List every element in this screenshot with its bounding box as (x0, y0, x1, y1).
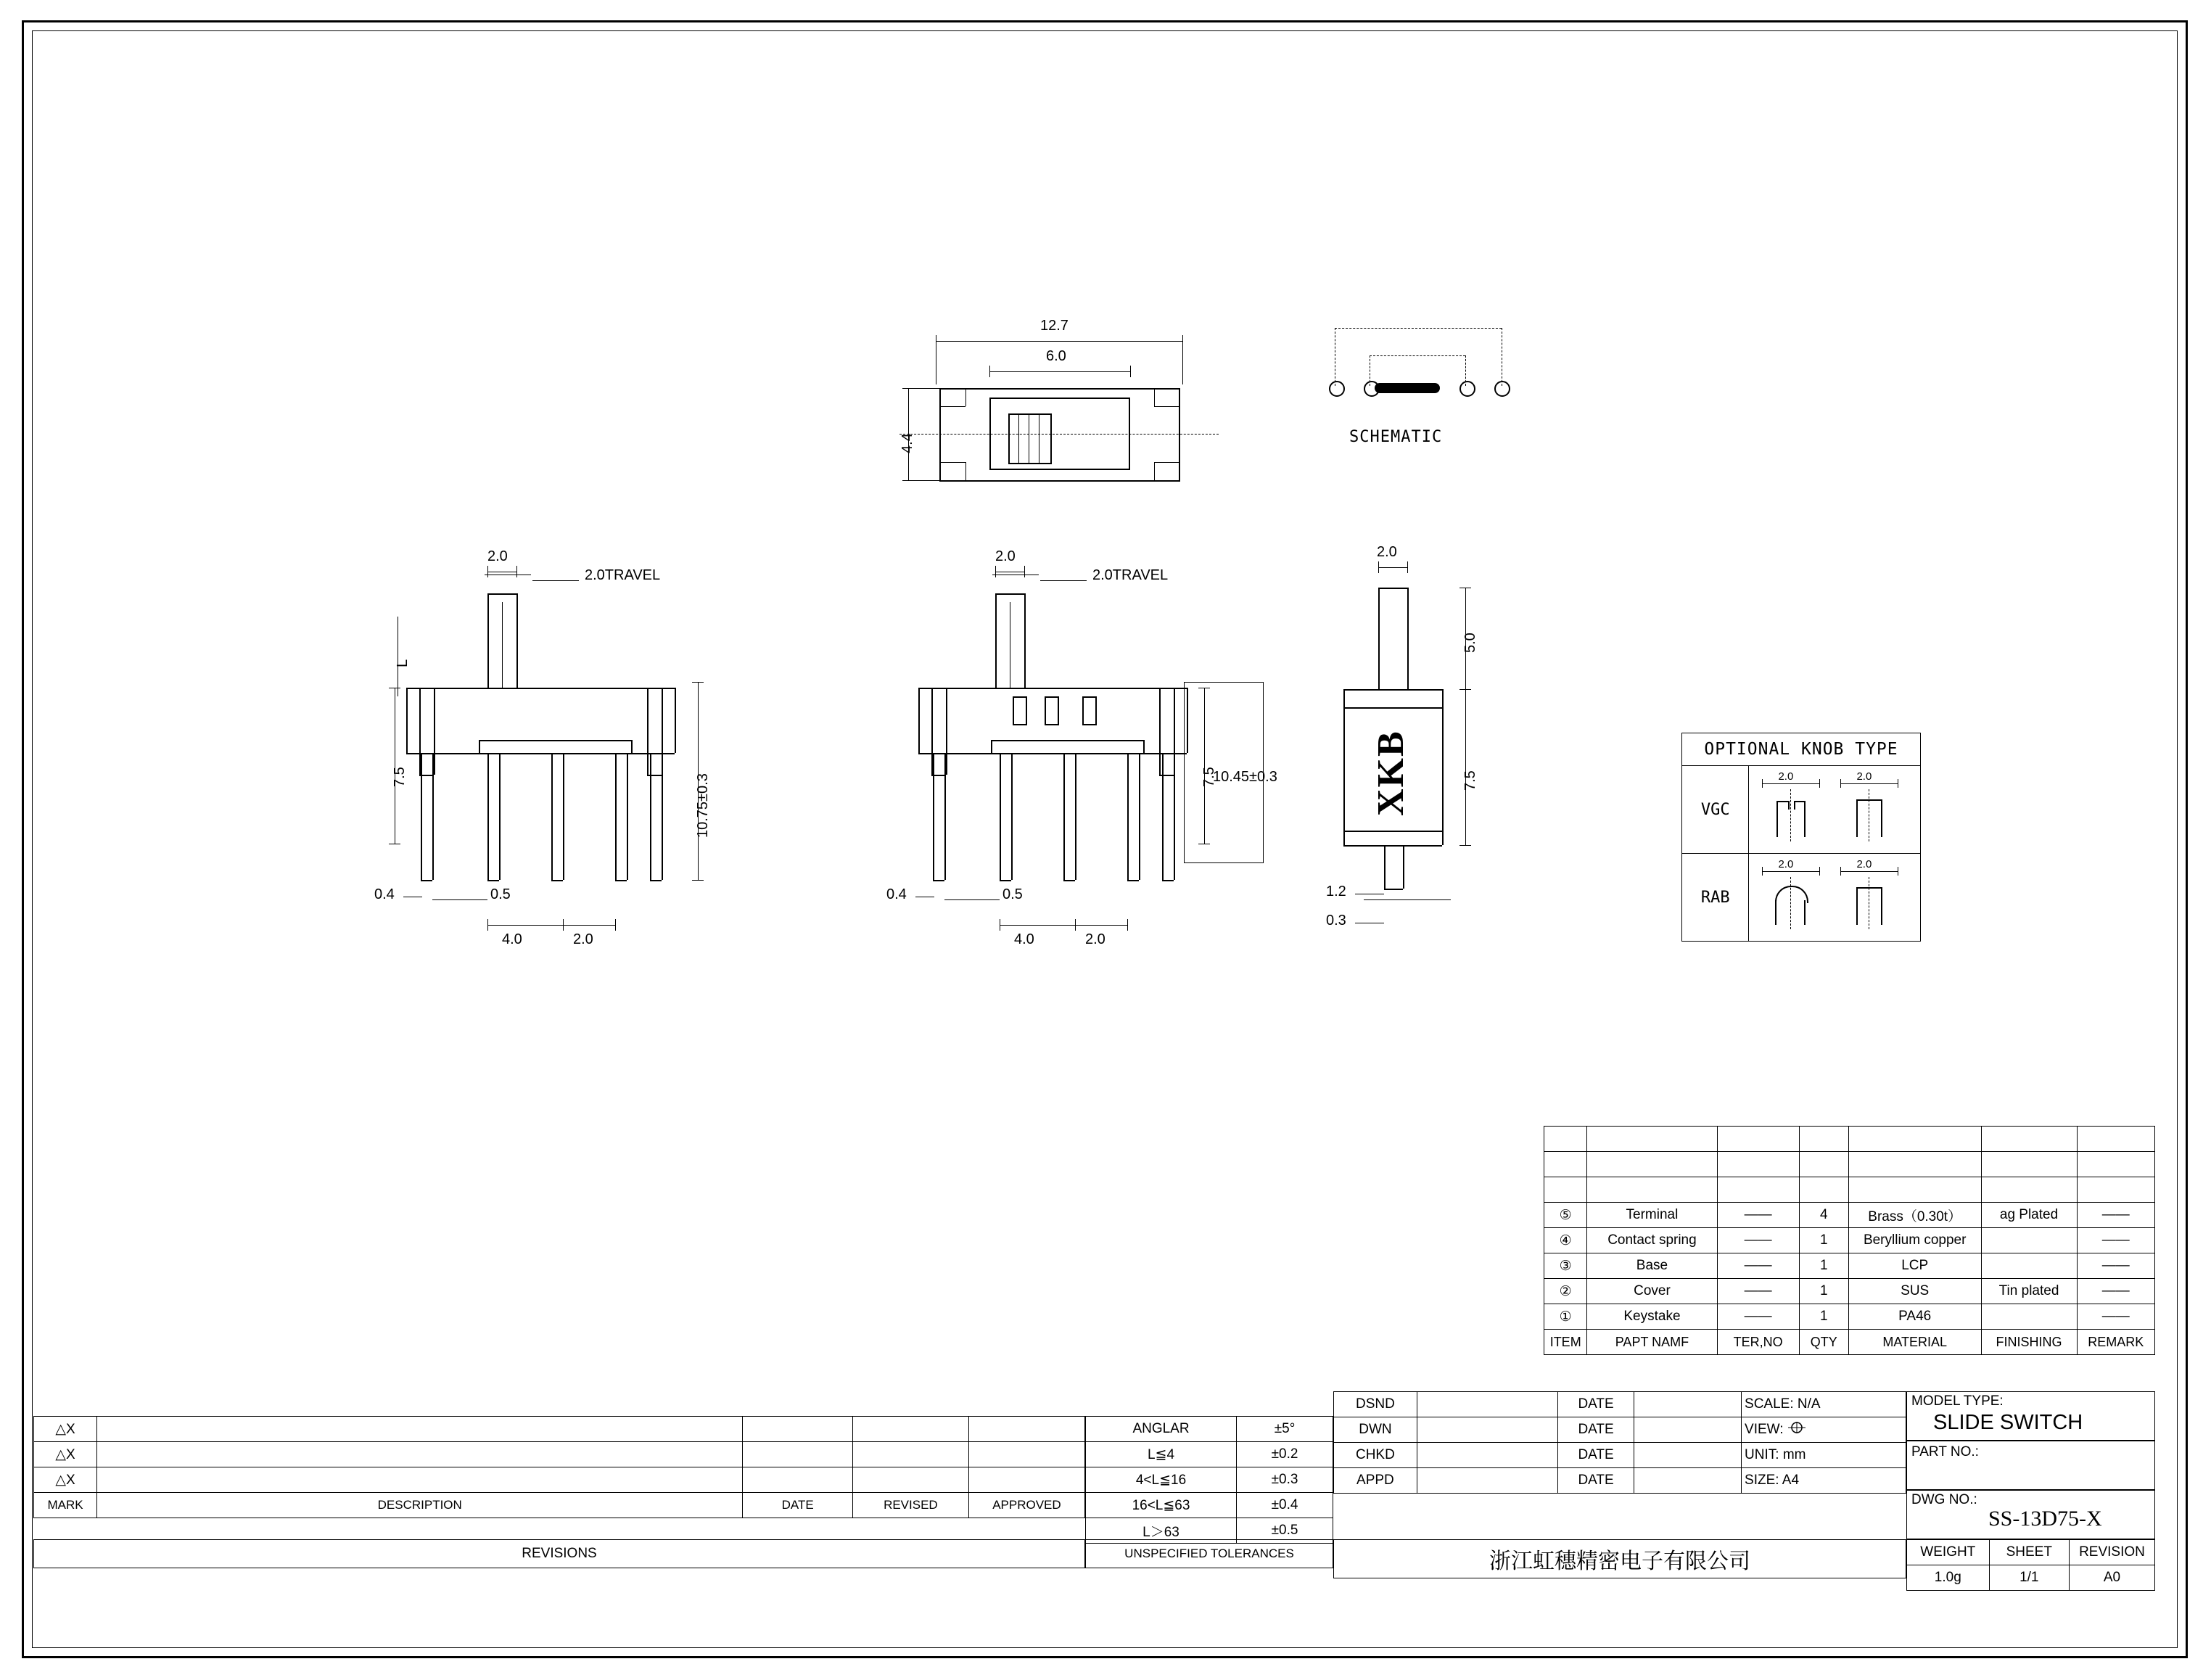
tolerance-value-0: ±5° (1237, 1417, 1333, 1442)
dim-pitch2-2: 4.0 (1014, 931, 1034, 947)
knob-row-vgc-figure (1749, 766, 1921, 854)
dim-pin-w-2: 0.4 (886, 886, 907, 902)
tolerance-range-4: L＞63 (1086, 1518, 1237, 1544)
signoff-date-value-appd (1634, 1468, 1742, 1494)
company-name: 浙江虹穗精密电子有限公司 (1489, 1549, 1750, 1574)
revision-mark-2: △X (34, 1442, 97, 1467)
bom-blank-row (1544, 1127, 2155, 1152)
table-row (1334, 1443, 1906, 1468)
bom-finishing (1981, 1228, 2077, 1253)
table-row (1334, 1392, 1906, 1417)
sheet-label: SHEET (1989, 1540, 2069, 1565)
tolerance-range-0: ANGLAR (1086, 1417, 1237, 1442)
knob-rab-dim-b: 2.0 (1856, 858, 1872, 870)
dim-knob-w-2: 2.0 (995, 548, 1016, 564)
revisions-table (33, 1416, 1085, 1518)
bom-material: LCP (1848, 1253, 1981, 1279)
signoff-role-dsnd: DSND (1334, 1392, 1417, 1417)
bom-material: Beryllium copper (1848, 1228, 1981, 1253)
model-type-cell (1906, 1391, 2155, 1441)
table-row (34, 1417, 1085, 1442)
table-row (34, 1467, 1085, 1493)
weight-sheet-revision-table (1906, 1539, 2155, 1591)
bom-finishing (1981, 1304, 2077, 1330)
tolerance-range-3: 16<L≦63 (1086, 1493, 1237, 1518)
dim-pitch2-1: 4.0 (502, 931, 522, 947)
table-row (1086, 1417, 1333, 1442)
view-label: VIEW: (1745, 1422, 1784, 1438)
bom-remark: —— (2077, 1304, 2154, 1330)
bom-ter: —— (1717, 1279, 1799, 1304)
projection-symbol-icon (1787, 1421, 1806, 1438)
table-row (1907, 1540, 2155, 1565)
revisions-header-revised: REVISED (852, 1493, 968, 1518)
revisions-header-description: DESCRIPTION (97, 1493, 743, 1518)
optional-knob-type-table (1681, 733, 1921, 942)
unit-value: mm (1782, 1447, 1806, 1462)
weight-label: WEIGHT (1907, 1540, 1990, 1565)
table-row (1544, 1203, 2155, 1228)
dim-knob-width: 6.0 (1046, 348, 1066, 364)
table-row (1086, 1467, 1333, 1493)
table-row (1544, 1253, 2155, 1279)
bom-header-qty: QTY (1799, 1330, 1848, 1355)
bom-header-ter: TER,NO (1717, 1330, 1799, 1355)
signoff-value-appd (1417, 1468, 1557, 1494)
bom-qty: 1 (1799, 1253, 1848, 1279)
revisions-header-mark: MARK (34, 1493, 97, 1518)
table-row (1544, 1279, 2155, 1304)
tolerance-value-4: ±0.5 (1237, 1518, 1333, 1544)
part-no-label: PART NO.: (1911, 1444, 1979, 1459)
bom-material: Brass（0.30t） (1848, 1203, 1981, 1228)
revision-mark-3: △X (34, 1467, 97, 1493)
bom-item: ④ (1544, 1228, 1587, 1253)
bom-table (1544, 1126, 2155, 1355)
schematic-label: SCHEMATIC (1349, 428, 1443, 446)
signoff-value-dsnd (1417, 1392, 1557, 1417)
signoff-date-label-appd: DATE (1557, 1468, 1634, 1494)
dim-total-h-1: 10.75±0.3 (695, 773, 711, 838)
table-row (1334, 1417, 1906, 1443)
knob-row-vgc-name: VGC (1682, 766, 1749, 854)
signoff-table (1333, 1391, 1906, 1494)
bom-name: Terminal (1587, 1203, 1717, 1228)
signoff-value-chkd (1417, 1443, 1557, 1468)
size-label: SIZE: (1745, 1473, 1779, 1488)
sheet-value: 1/1 (1989, 1565, 2069, 1591)
bom-item: ① (1544, 1304, 1587, 1330)
revisions-title-cell (33, 1539, 1085, 1568)
model-type-label: MODEL TYPE: (1911, 1393, 2004, 1409)
signoff-date-label-dsnd: DATE (1557, 1392, 1634, 1417)
signoff-date-value-dwn (1634, 1417, 1742, 1443)
bom-header-name: PAPT NAMF (1587, 1330, 1717, 1355)
revision-mark-1: △X (34, 1417, 97, 1442)
scale-value: N/A (1797, 1396, 1821, 1412)
bom-name: Contact spring (1587, 1228, 1717, 1253)
bom-finishing: Tin plated (1981, 1279, 2077, 1304)
bom-material: PA46 (1848, 1304, 1981, 1330)
tolerance-range-2: 4<L≦16 (1086, 1467, 1237, 1493)
bom-qty: 1 (1799, 1304, 1848, 1330)
revisions-header-approved: APPROVED (968, 1493, 1084, 1518)
bom-name: Base (1587, 1253, 1717, 1279)
bom-header-item: ITEM (1544, 1330, 1587, 1355)
table-row (1544, 1228, 2155, 1253)
table-row (1544, 1304, 2155, 1330)
revision-approved-2 (968, 1442, 1084, 1467)
revision-date-2 (743, 1442, 852, 1467)
dim-overall-height: 4.4 (899, 433, 915, 453)
dim-knob-w-3: 2.0 (1377, 544, 1397, 560)
signoff-role-chkd: CHKD (1334, 1443, 1417, 1468)
revision-approved-3 (968, 1467, 1084, 1493)
signoff-value-dwn (1417, 1417, 1557, 1443)
bom-qty: 4 (1799, 1203, 1848, 1228)
brand-label-xkb: XKB (1370, 730, 1412, 816)
revision-revised-3 (852, 1467, 968, 1493)
bom-remark: —— (2077, 1253, 2154, 1279)
scale-label: SCALE: (1745, 1396, 1794, 1412)
tolerances-title-cell (1085, 1539, 1333, 1568)
bom-header-finishing: FINISHING (1981, 1330, 2077, 1355)
dwg-no-label: DWG NO.: (1911, 1492, 1977, 1507)
dim-pitch1-1: 0.5 (490, 886, 511, 902)
knob-row-rab-figure (1749, 854, 1921, 942)
knob-vgc-dim-b: 2.0 (1856, 770, 1872, 783)
bom-qty: 1 (1799, 1228, 1848, 1253)
dim-pin-t-3: 0.3 (1326, 913, 1346, 928)
tolerances-title: UNSPECIFIED TOLERANCES (1124, 1547, 1294, 1560)
part-no-cell (1906, 1441, 2155, 1490)
view-cell (1742, 1417, 1906, 1443)
revision-revised-1 (852, 1417, 968, 1442)
dim-pitch3-2: 2.0 (1085, 931, 1106, 947)
bom-item: ② (1544, 1279, 1587, 1304)
signoff-role-dwn: DWN (1334, 1417, 1417, 1443)
table-row (34, 1442, 1085, 1467)
bom-ter: —— (1717, 1304, 1799, 1330)
knob-row-rab-name: RAB (1682, 854, 1749, 942)
signoff-date-label-dwn: DATE (1557, 1417, 1634, 1443)
dim-knob-w-1: 2.0 (487, 548, 508, 564)
revisions-header-row (34, 1493, 1085, 1518)
bom-ter: —— (1717, 1228, 1799, 1253)
unit-cell (1742, 1443, 1906, 1468)
table-row (1334, 1468, 1906, 1494)
signoff-date-value-chkd (1634, 1443, 1742, 1468)
dim-body-h-2: 7.5 (1201, 767, 1217, 787)
tolerance-value-1: ±0.2 (1237, 1442, 1333, 1467)
bom-finishing: ag Plated (1981, 1203, 2077, 1228)
knob-vgc-dim-a: 2.0 (1778, 770, 1794, 783)
tolerance-value-2: ±0.3 (1237, 1467, 1333, 1493)
bom-finishing (1981, 1253, 2077, 1279)
dim-pin-len-3: 1.2 (1326, 884, 1346, 899)
dim-pitch3-1: 2.0 (573, 931, 593, 947)
bom-blank-row (1544, 1177, 2155, 1203)
dim-total-h-2: 10.45±0.3 (1213, 769, 1277, 785)
revision-label: REVISION (2069, 1540, 2154, 1565)
bom-remark: —— (2077, 1279, 2154, 1304)
revision-date-1 (743, 1417, 852, 1442)
size-value: A4 (1782, 1473, 1800, 1488)
signoff-date-value-dsnd (1634, 1392, 1742, 1417)
unit-label: UNIT: (1745, 1447, 1779, 1462)
bom-name: Cover (1587, 1279, 1717, 1304)
bom-item: ③ (1544, 1253, 1587, 1279)
dim-travel-1: 2.0TRAVEL (585, 567, 661, 583)
dwg-no-cell (1906, 1490, 2155, 1539)
bom-blank-row (1544, 1152, 2155, 1177)
dim-overall-width: 12.7 (1040, 318, 1069, 334)
bom-header-remark: REMARK (2077, 1330, 2154, 1355)
dim-body-h-3: 7.5 (1462, 770, 1478, 791)
bom-name: Keystake (1587, 1304, 1717, 1330)
signoff-role-appd: APPD (1334, 1468, 1417, 1494)
knob-rab-dim-a: 2.0 (1778, 858, 1794, 870)
dim-pin-w-1: 0.4 (374, 886, 395, 902)
table-row (1086, 1442, 1333, 1467)
revision-desc-1 (97, 1417, 743, 1442)
revision-approved-1 (968, 1417, 1084, 1442)
dim-L-1: L (395, 659, 411, 667)
revisions-header-date: DATE (743, 1493, 852, 1518)
table-row (1086, 1493, 1333, 1518)
model-type-value: SLIDE SWITCH (1933, 1411, 2083, 1434)
bom-ter: —— (1717, 1203, 1799, 1228)
weight-value: 1.0g (1907, 1565, 1990, 1591)
size-cell (1742, 1468, 1906, 1494)
dim-pitch1-2: 0.5 (1002, 886, 1023, 902)
bom-remark: —— (2077, 1228, 2154, 1253)
bom-ter: —— (1717, 1253, 1799, 1279)
revision-revised-2 (852, 1442, 968, 1467)
bom-qty: 1 (1799, 1279, 1848, 1304)
bom-header-row (1544, 1330, 2155, 1355)
dwg-no-value: SS-13D75-X (1988, 1507, 2102, 1531)
revision-date-3 (743, 1467, 852, 1493)
bom-header-material: MATERIAL (1848, 1330, 1981, 1355)
knob-table-title: OPTIONAL KNOB TYPE (1682, 733, 1921, 766)
bom-remark: —— (2077, 1203, 2154, 1228)
dim-knob-h-3: 5.0 (1462, 633, 1478, 653)
revision-value: A0 (2069, 1565, 2154, 1591)
bom-item: ⑤ (1544, 1203, 1587, 1228)
tolerance-range-1: L≦4 (1086, 1442, 1237, 1467)
revision-desc-3 (97, 1467, 743, 1493)
table-row (1907, 1565, 2155, 1591)
revision-desc-2 (97, 1442, 743, 1467)
tolerance-value-3: ±0.4 (1237, 1493, 1333, 1518)
revisions-title: REVISIONS (522, 1546, 597, 1561)
dim-travel-2: 2.0TRAVEL (1092, 567, 1169, 583)
bom-material: SUS (1848, 1279, 1981, 1304)
signoff-date-label-chkd: DATE (1557, 1443, 1634, 1468)
tolerances-table (1085, 1416, 1333, 1544)
scale-cell (1742, 1392, 1906, 1417)
company-cell (1333, 1539, 1906, 1578)
dim-body-h-1: 7.5 (392, 767, 408, 787)
